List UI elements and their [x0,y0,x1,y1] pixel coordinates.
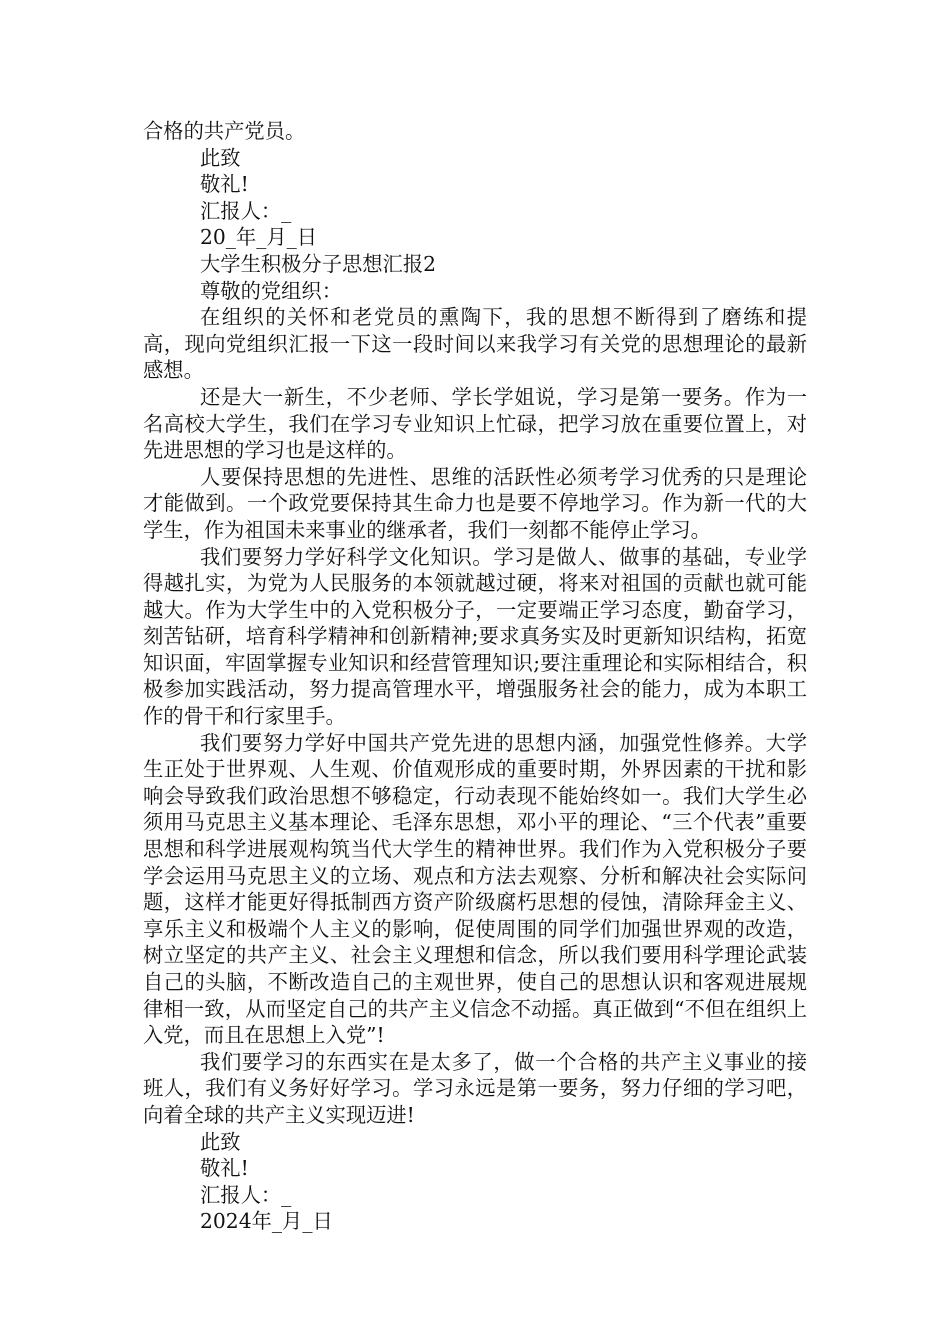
date-line-2: 2024年_月_日 [200,1209,333,1234]
closing-salutation-2: 此致 [200,1129,241,1154]
reporter-line-2: 汇报人：_ [200,1182,292,1207]
reporter-line: 汇报人：_ [200,198,292,223]
date-line: 20_年_月_日 [200,225,318,250]
greeting: 尊敬的党组织： [200,278,342,303]
body-paragraph-5: 我们要努力学好中国共产党先进的思想内涵，加强党性修养。大学生正处于世界观、人生观、价值观形成的重要时期，外界因素的干扰和影响会导致我们政治思想不够稳定，行动表现不能始终如一。我们大学生必须用马克思主义基本理论、毛泽东思想，邓小平的理论、“三个代表”重要思想和科学进展观构筑当代大学生的精神世界。我们作为入党积极分子要学会运用马克思主义的立场、观点和方法去观察、分析和解决社会实际问题，这样才能更好得抵制西方资产阶级腐朽思想的侵蚀，清除拜金主义、享乐主义和极端个人主义的影响，促使周围的同学们加强世界观的改造，树立坚定的共产主义、社会主义理想和信念，所以我们要用科学理论武装自己的头脑，不断改造自己的主观世界，使自己的思想认识和客观进展规律相一致，从而坚定自己的共产主义信念不动摇。真正做到“不但在组织上入党，而且在思想上入党”! [143,730,807,1048]
body-paragraph-2: 还是大一新生，不少老师、学长学姐说，学习是第一要务。作为一名高校大学生，我们在学习专业知识上忙碌，把学习放在重要位置上，对先进思想的学习也是这样的。 [143,384,807,463]
opening-line: 合格的共产党员。 [143,119,306,143]
section-title: 大学生积极分子思想汇报2 [200,251,436,276]
body-paragraph-3: 人要保持思想的先进性、思维的活跃性必须考学习优秀的只是理论才能做到。一个政党要保持其生命力也是要不停地学习。作为新一代的大学生，作为祖国未来事业的继承者，我们一刻都不能停止学习。 [143,464,807,542]
body-paragraph-4: 我们要努力学好科学文化知识。学习是做人、做事的基础，专业学得越扎实，为党为人民服务的本领就越过硬，将来对祖国的贡献也就可能越大。作为大学生中的入党积极分子，一定要端正学习态度，勤奋学习，刻苦钻研，培育科学精神和创新精神;要求真务实及时更新知识结构，拓宽知识面，牢固掌握专业知识和经营管理知识;要注重理论和实际相结合，积极参加实践活动，努力提高管理水平，增强服务社会的能力，成为本职工作的骨干和行家里手。 [143,544,807,729]
closing-respect-2: 敬礼! [200,1156,249,1181]
body-paragraph-1: 在组织的关怀和老党员的熏陶下，我的思想不断得到了磨练和提高，现向党组织汇报一下这一段时间以来我学习有关党的思想理论的最新感想。 [143,305,807,383]
document-body [143,118,807,1235]
body-paragraph-6: 我们要学习的东西实在是太多了，做一个合格的共产主义事业的接班人，我们有义务好好学习。学习永远是第一要务，努力仔细的学习吧，向着全球的共产主义实现迈进! [143,1049,807,1127]
closing-respect: 敬礼! [200,172,249,197]
closing-salutation: 此致 [200,145,241,170]
